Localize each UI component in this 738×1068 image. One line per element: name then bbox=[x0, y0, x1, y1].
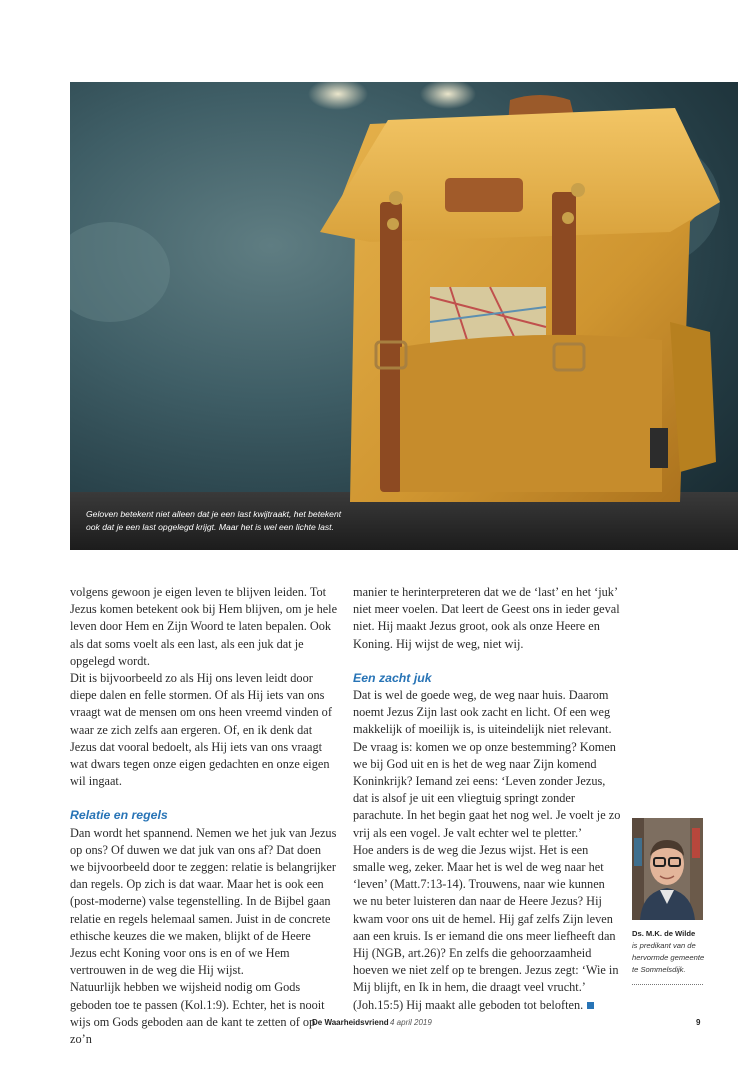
author-role: hervormde gemeente bbox=[632, 953, 705, 962]
author-role: is predikant van de bbox=[632, 941, 696, 950]
page-number: 9 bbox=[696, 1018, 701, 1027]
section-heading: Een zacht juk bbox=[353, 670, 432, 685]
magazine-title: De Waarheidsvriend bbox=[312, 1018, 389, 1027]
section-heading: Relatie en regels bbox=[70, 808, 168, 823]
feature-photo bbox=[70, 82, 738, 550]
paragraph: Natuurlijk hebben we wijsheid nodig om Gods geboden toe te passen (Kol.1:9). Echter, het is nooit wijs om Gods geboden aan de kant te zetten of op zo’n bbox=[70, 980, 325, 1047]
paragraph: Dat is wel de goede weg, de weg naar huis. Daarom noemt Jezus Zijn last ook zacht en licht. Of een weg makkelijk of moeilijk is, is uiteindelijk niet relevant. De vraag is: komen we op onze bestemming? Komen we bij God uit en is het de weg naar Zijn komend Koninkrijk? Iemand zei eens: ‘Leven zonder Jezus, dat is alsof je uit een vliegtuig springt zonder parachute. In het begin gaat het nog wel. Je voelt je zo vrij als een vogel. Je valt echter wel te pletter.’ bbox=[353, 688, 621, 840]
photo-caption: Geloven betekent niet alleen dat je een last kwijtraakt, het betekent ook dat je een last opgelegd krijgt. Maar het is wel een lichte last. bbox=[86, 509, 342, 532]
article-column-right bbox=[353, 584, 621, 1014]
author-name: Ds. M.K. de Wilde bbox=[632, 929, 696, 938]
author-role: te Sommelsdijk. bbox=[632, 965, 686, 974]
paragraph: Dan wordt het spannend. Nemen we het juk van Jezus op ons? Of duwen we dat juk van ons af? Dat doen we bijvoorbeeld door te zeggen: relatie is belangrijker dan regels. Op zich is dat waar. Maar het is ook een (post-moderne) valse tegenstelling. In de Bijbel gaan relatie en regels helemaal samen. Juist in de concrete ethische keuzes die we maken, blijkt of de Heere Jezus echt Koning voor ons is en of we Hem vertrouwen in de weg die Hij wijst. bbox=[70, 825, 337, 978]
author-bio bbox=[632, 928, 712, 976]
paragraph: manier te herinterpreteren dat we de ‘last’ en het ‘juk’ niet meer voelen. Dat leert de Geest ons in ieder geval niet. Hij maakt Jezus groot, ook als onze Heere en Koning. Hij wijst de weg, niet wij. bbox=[353, 585, 620, 651]
backpack-illustration bbox=[70, 82, 738, 550]
issue-date: 4 april 2019 bbox=[390, 1018, 432, 1027]
author-portrait bbox=[632, 818, 703, 920]
paragraph: volgens gewoon je eigen leven te blijven leiden. Tot Jezus komen betekent ook bij Hem blijven, om je hele leven door Hem en Zijn Woord te laten bepalen. Ook als dat soms voelt als een last, als een juk dat je opgelegd wordt. bbox=[70, 585, 338, 668]
paragraph: Dit is bijvoorbeeld zo als Hij ons leven leidt door diepe dalen en felle stormen. Of als Hij iets van ons vraagt wat de mensen om ons heen vreemd vinden of waar ze zich zelfs aan ergeren. Of, en ik denk dat Jezus dat vooral bedoelt, als Hij iets van ons vraagt wat dwars tegen onze eigen gedachten en onze eigen wil ingaat. bbox=[70, 671, 332, 789]
end-of-article-icon bbox=[587, 1002, 594, 1009]
paragraph-final: Hoe anders is de weg die Jezus wijst. Het is een smalle weg, zeker. Maar het is wel de weg naar het ‘leven’ (Matt.7:13-14). Trouwens, naar wie kunnen we nu beter luisteren dan naar de Heere Jezus? Hij kwam voor ons uit de hemel. Hij gaf zelfs Zijn leven aan een kruis. Is er iemand die ons meer liefheeft dan Hij (NGB, art.26)? En zelfs die gehoorzaamheid hoeven we niet zelf op te brengen. Jezus zegt: ‘Wie in Mij blijft, en Ik in hem, die draagt veel vrucht.’ (Joh.15:5) Hij maakt alle geboden tot beloften. bbox=[353, 842, 619, 1012]
article-column-left bbox=[70, 584, 338, 1048]
avatar bbox=[632, 818, 703, 920]
divider bbox=[632, 984, 703, 985]
